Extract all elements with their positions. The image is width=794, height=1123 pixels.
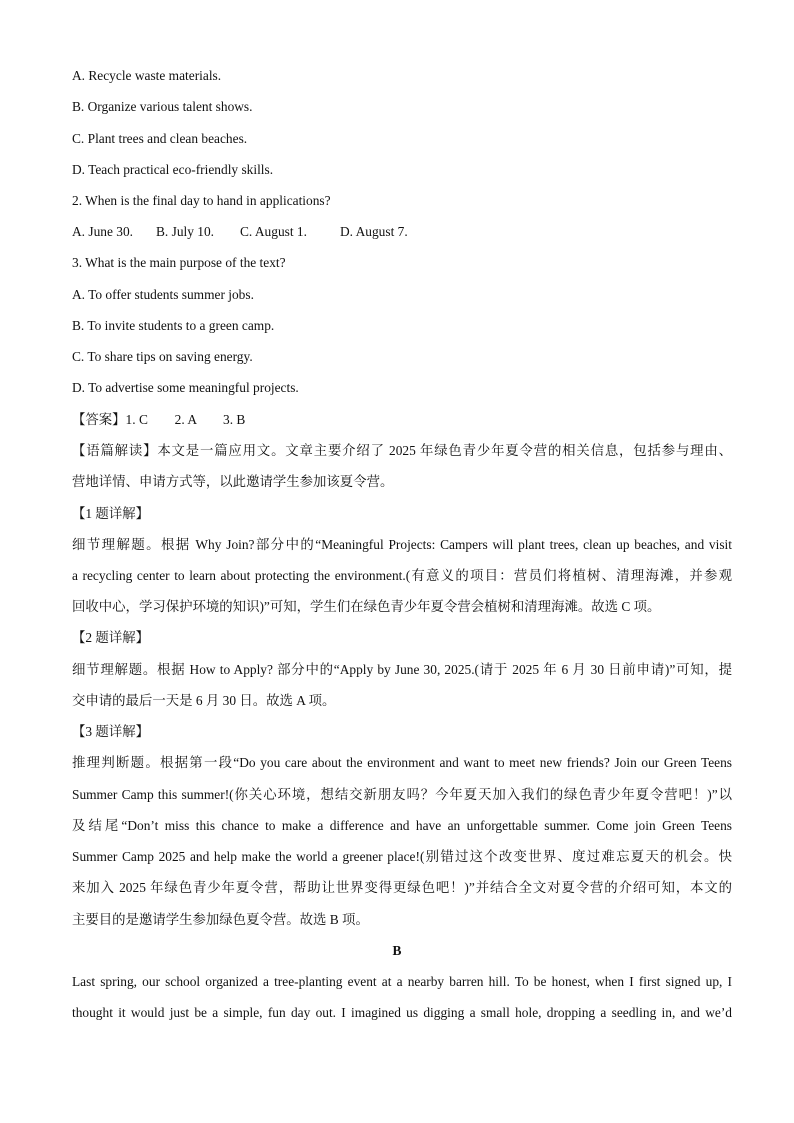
q2-option-c: C. August 1. xyxy=(240,224,307,239)
detail2-heading: 【2 题详解】 xyxy=(72,630,149,645)
q3-option-c: C. To share tips on saving energy. xyxy=(72,349,253,364)
q1-option-c: C. Plant trees and clean beaches. xyxy=(72,131,248,146)
q2-option-d: D. August 7. xyxy=(340,224,408,239)
reading-analysis-line-1: 【语篇解读】本文是一篇应用文。文章主要介绍了 2025 年绿色青少年夏令营的相关信息，包括参与理由、 xyxy=(72,443,732,458)
q2-option-b: B. July 10. xyxy=(156,224,215,239)
section-b-line-1: Last spring, our school organized a tree-planting event at a nearby barren hill. To be honest, when I first signed up, I xyxy=(72,974,732,989)
q1-option-d: D. Teach practical eco-friendly skills. xyxy=(72,162,274,177)
reading-analysis-line-2: 营地详情、申请方式等，以此邀请学生参加该夏令营。 xyxy=(72,474,394,489)
detail2-line-1: 细节理解题。根据 How to Apply? 部分中的“Apply by June 30, 2025.(请于 2025 年 6 月 30 日前申请)”可知，提 xyxy=(72,662,732,677)
q2-stem: 2. When is the final day to hand in applications? xyxy=(72,193,331,208)
detail3-line-3: 及结尾“Don’t miss this chance to make a difference and have an unforgettable summer. Come join Green Teens xyxy=(72,818,732,833)
q3-stem: 3. What is the main purpose of the text? xyxy=(72,255,286,270)
detail1-line-1: 细节理解题。根据 Why Join?部分中的“Meaningful Projects: Campers will plant trees, clean up beaches, and visit xyxy=(72,537,732,552)
q2-option-a: A. June 30. xyxy=(72,224,133,239)
q1-option-a: A. Recycle waste materials. xyxy=(72,68,222,83)
q1-option-b: B. Organize various talent shows. xyxy=(72,99,253,114)
section-b-line-2: thought it would just be a simple, fun day out. I imagined us digging a small hole, dropping a seedling in, and we’d xyxy=(72,1005,732,1020)
detail1-heading: 【1 题详解】 xyxy=(72,506,149,521)
q3-option-d: D. To advertise some meaningful projects. xyxy=(72,380,299,395)
answer-key: 【答案】1. C 2. A 3. B xyxy=(72,412,246,427)
section-b-heading: B xyxy=(392,943,402,958)
detail3-heading: 【3 题详解】 xyxy=(72,724,149,739)
detail3-line-5: 来加入 2025 年绿色青少年夏令营，帮助让世界变得更绿色吧！)”并结合全文对夏令营的介绍可知，本文的 xyxy=(72,880,732,895)
q3-option-a: A. To offer students summer jobs. xyxy=(72,287,254,302)
detail3-line-2: Summer Camp this summer!(你关心环境，想结交新朋友吗？今年夏天加入我们的绿色青少年夏令营吧！)”以 xyxy=(72,787,732,802)
detail3-line-1: 推理判断题。根据第一段“Do you care about the environment and want to meet new friends? Join our Green Teens xyxy=(72,755,732,770)
q2-options xyxy=(72,223,732,241)
detail2-line-2: 交申请的最后一天是 6 月 30 日。故选 A 项。 xyxy=(72,693,336,708)
detail1-line-3: 回收中心，学习保护环境的知识)”可知，学生们在绿色青少年夏令营会植树和清理海滩。故选 C 项。 xyxy=(72,599,661,614)
detail1-line-2: a recycling center to learn about protecting the environment.(有意义的项目：营员们将植树、清理海滩，并参观 xyxy=(72,568,732,583)
detail3-line-4: Summer Camp 2025 and help make the world a greener place!(别错过这个改变世界、度过难忘夏天的机会。快 xyxy=(72,849,732,864)
q3-option-b: B. To invite students to a green camp. xyxy=(72,318,275,333)
detail3-line-6: 主要目的是邀请学生参加绿色夏令营。故选 B 项。 xyxy=(72,912,369,927)
